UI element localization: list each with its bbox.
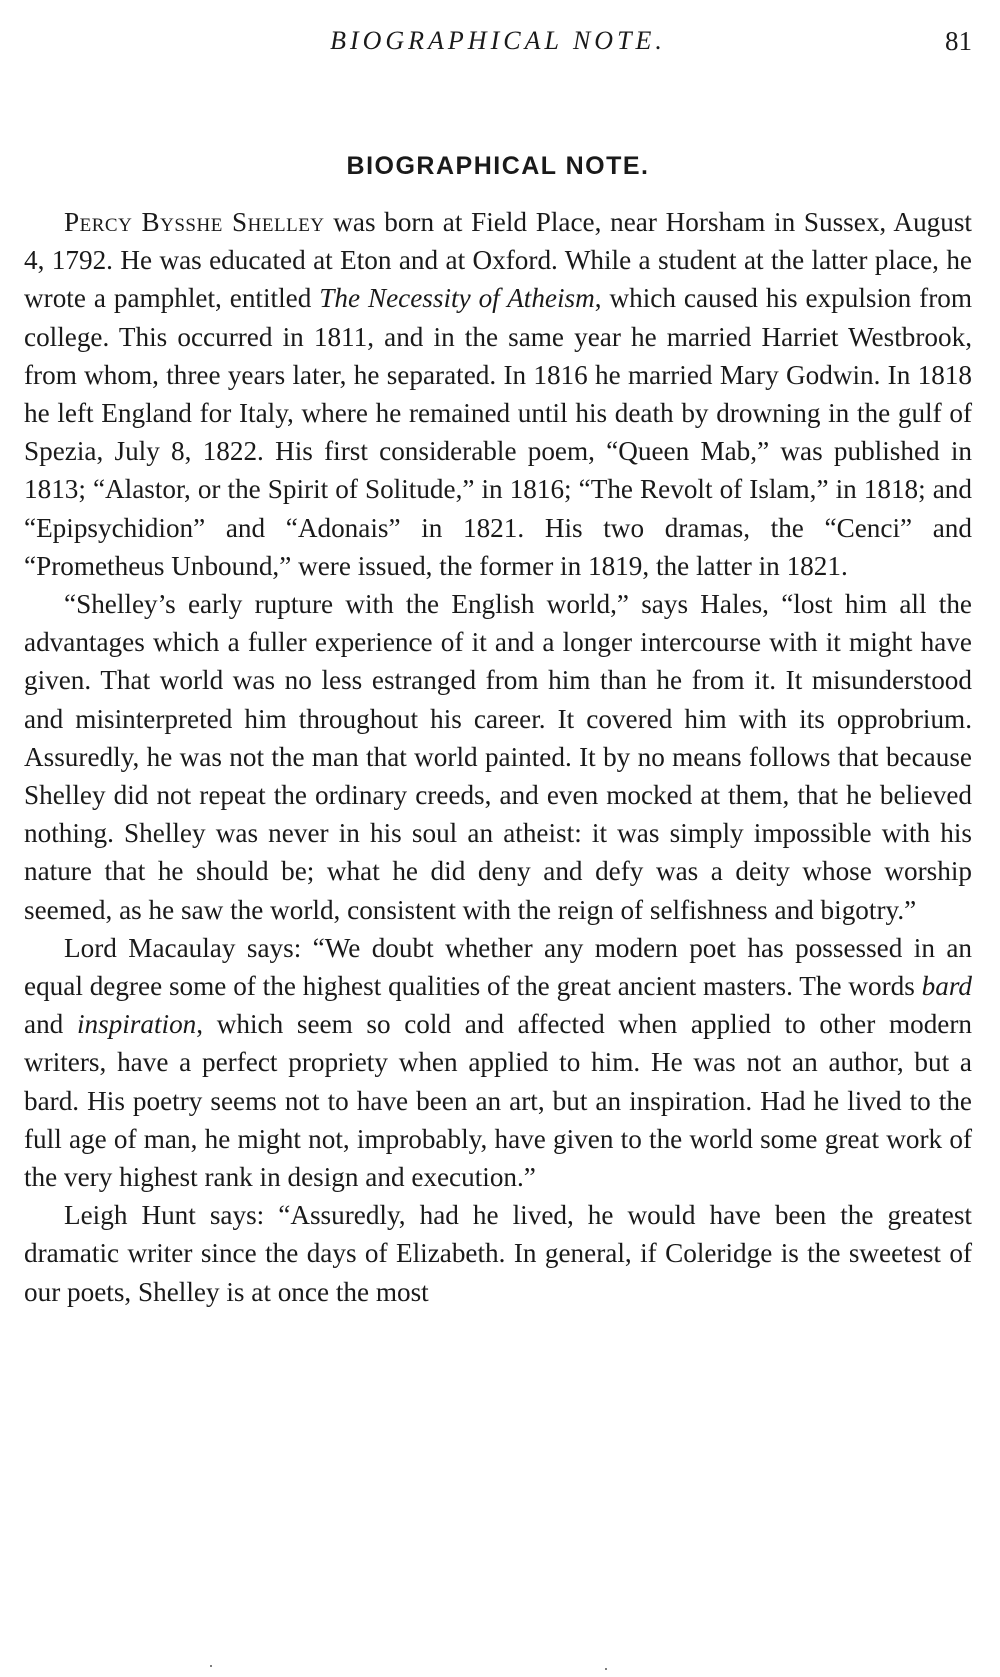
emphasized-word: inspiration [76,1009,197,1040]
page-number: 81 [945,26,972,56]
section-heading: BIOGRAPHICAL NOTE. [346,152,650,180]
running-header [24,0,972,60]
work-title: The Necessity of Atheism [319,283,595,314]
paragraph-text: , which seem so cold and affected when applied to other modern writers, have a perfect propriety when applied to him. He was not an author, but a bard. His poetry seems not to have been an art, but an inspiration. Had he lived to the full age of man, he might not, improbably, have given to the world some great work of the very highest rank in design and execution.” [24,1009,972,1193]
paragraph-hales-quote: “Shelley’s early rupture with the English world,” says Hales, “lost him all the advantages which a fuller experience of it and a longer intercourse with it might have given. That world was no less estranged from him than he from it. It misunderstood and misinterpreted him throughout his career. It covered him with its opprobrium. Assuredly, he was not the man that world painted. It by no means follows that because Shelley did not repeat the ordinary creeds, and even mocked at them, that he believed nothing. Shelley was never in his soul an atheist: it was simply impossible with his nature that he should be; what he did deny and defy was a deity whose worship seemed, as he saw the world, consistent with the reign of selfishness and bigotry.” [24,589,972,925]
paragraph-text: and [24,1009,77,1040]
emphasized-word: bard [921,971,972,1002]
print-speck [210,1665,212,1667]
paragraph-macaulay-quote [24,929,972,1196]
print-speck [605,1668,607,1670]
subject-name: Percy Bysshe Shelley [64,207,325,237]
book-page [24,0,972,1311]
paragraph-hunt-quote: Leigh Hunt says: “Assuredly, had he lived, he would have been the greatest dramatic writer since the days of Elizabeth. In general, if Coleridge is the sweetest of our poets, Shelley is at once the most [24,1200,972,1307]
paragraph-text: , which caused his expulsion from college. This occurred in 1811, and in the same year he married Harriet Westbrook, from whom, three years later, he separated. In 1816 he married Mary Godwin. In 1818 he left England for Italy, where he remained until his death by drowning in the gulf of Spezia, July 8, 1822. His first considerable poem, “Queen Mab,” was published in 1813; “Alastor, or the Spirit of Solitude,” in 1816; “The Revolt of Islam,” in 1818; and “Epipsychidion” and “Adonais” in 1821. His two dramas, the “Cenci” and “Prometheus Unbound,” were issued, the former in 1819, the latter in 1821. [24,283,972,581]
paragraph-biography [24,203,972,585]
paragraph-text: Lord Macaulay says: “We doubt whether any modern poet has possessed in an equal degree some of the highest qualities of the great ancient masters. The words [24,932,972,1002]
paragraph-text: was born at Field Place, near Horsham in Sussex, August 4, 1792. He was educated at Eton and at Oxford. While a student at the latter place, he wrote a pamphlet, entitled [24,207,972,314]
running-title: BIOGRAPHICAL NOTE. [330,26,666,55]
